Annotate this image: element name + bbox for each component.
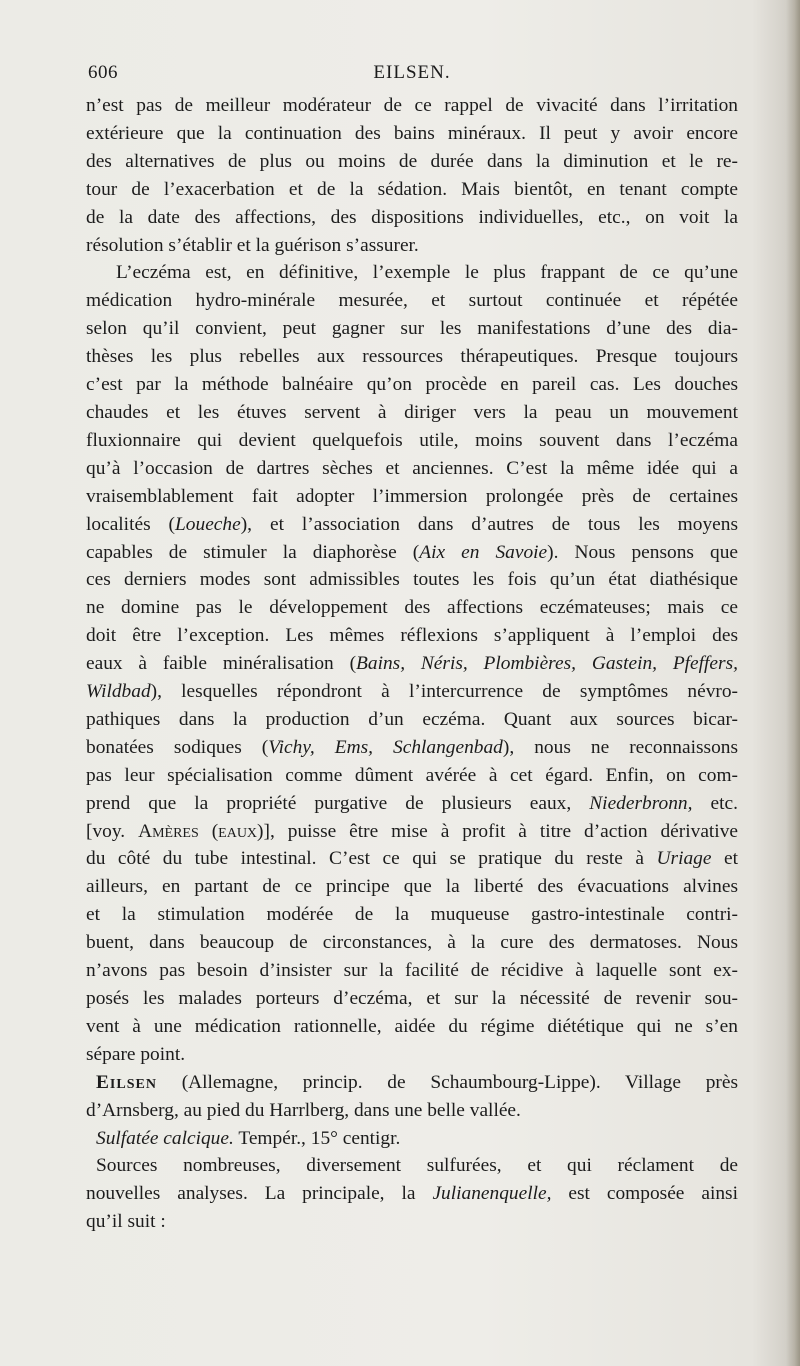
- text-line: [voy. Amères (eaux)], puisse être mise à profit à titre d’action dérivative: [86, 820, 738, 842]
- text-line: ne domine pas le développement des affections eczémateuses; mais ce: [86, 597, 738, 619]
- page-edge-shadow: [786, 0, 800, 1366]
- text-line: pathiques dans la production d’un eczéma. Quant aux sources bicar-: [86, 708, 738, 730]
- text-line: sépare point.: [86, 1043, 186, 1065]
- text-line: ailleurs, en partant de ce principe que la liberté des évacuations alvines: [86, 876, 738, 898]
- text-line: d’Arnsberg, au pied du Harrlberg, dans une belle vallée.: [86, 1099, 521, 1121]
- text-line: localités (Loueche), et l’association dans d’autres de tous les moyens: [86, 513, 738, 535]
- text-line: du côté du tube intestinal. C’est ce qui se pratique du reste à Uriage et: [86, 848, 738, 870]
- text-line: n’avons pas besoin d’insister sur la facilité de récidive à laquelle sont ex-: [86, 960, 738, 982]
- text-line: bonatées sodiques (Vichy, Ems, Schlangenbad), nous ne reconnaissons: [86, 736, 739, 758]
- text-line: capables de stimuler la diaphorèse (Aix en Savoie). Nous pensons que: [86, 541, 738, 563]
- text-line: de la date des affections, des dispositions individuelles, etc., on voit la: [86, 206, 738, 228]
- body-text: [86, 92, 738, 1236]
- text-line: prend que la propriété purgative de plusieurs eaux, Niederbronn, etc.: [86, 792, 738, 814]
- text-line: fluxionnaire qui devient quelquefois utile, moins souvent dans l’eczéma: [86, 429, 738, 451]
- page-number: 606: [88, 62, 118, 83]
- text-line: Sources nombreuses, diversement sulfurées, et qui réclament de: [96, 1155, 738, 1177]
- text-line: médication hydro-minérale mesurée, et surtout continuée et répétée: [86, 290, 738, 312]
- text-line: des alternatives de plus ou moins de durée dans la diminution et le re-: [86, 150, 738, 172]
- text-line: L’eczéma est, en définitive, l’exemple le plus frappant de ce qu’une: [116, 262, 738, 284]
- entry-headword: Eilsen: [96, 1071, 157, 1093]
- text-line: vent à une médication rationnelle, aidée du régime diététique qui ne s’en: [86, 1015, 738, 1037]
- text-line: doit être l’exception. Les mêmes réflexions s’appliquent à l’emploi des: [86, 625, 738, 647]
- text-line: buent, dans beaucoup de circonstances, à la cure des dermatoses. Nous: [86, 932, 738, 954]
- text-line: Sulfatée calcique. Tempér., 15° centigr.: [96, 1127, 401, 1149]
- text-line: qu’il suit :: [86, 1211, 166, 1233]
- text-line: vraisemblablement fait adopter l’immersion prolongée près de certaines: [86, 485, 738, 507]
- text-line: qu’à l’occasion de dartres sèches et anciennes. C’est la même idée qui a: [86, 457, 738, 479]
- text-line: extérieure que la continuation des bains minéraux. Il peut y avoir encore: [86, 122, 738, 144]
- text-line: nouvelles analyses. La principale, la Julianenquelle, est composée ainsi: [86, 1183, 738, 1205]
- text-line: chaudes et les étuves servent à diriger vers la peau un mouvement: [86, 401, 738, 423]
- page-header: [88, 62, 736, 88]
- text-line: Eilsen (Allemagne, princip. de Schaumbourg-Lippe). Village près: [96, 1071, 738, 1093]
- text-line: n’est pas de meilleur modérateur de ce rappel de vivacité dans l’irritation: [86, 95, 738, 116]
- text-line: et la stimulation modérée de la muqueuse gastro-intestinale contri-: [86, 904, 738, 926]
- text-line: posés les malades porteurs d’eczéma, et sur la nécessité de revenir sou-: [86, 988, 738, 1009]
- text-line: pas leur spécialisation comme dûment avérée à cet égard. Enfin, on com-: [86, 764, 738, 786]
- text-line: selon qu’il convient, peut gagner sur les manifestations d’une des dia-: [86, 318, 738, 340]
- text-line: résolution s’établir et la guérison s’assurer.: [86, 234, 419, 256]
- text-line: tour de l’exacerbation et de la sédation. Mais bientôt, en tenant compte: [86, 178, 738, 200]
- text-line: eaux à faible minéralisation (Bains, Néris, Plombières, Gastein, Pfeffers,: [86, 653, 738, 675]
- text-line: c’est par la méthode balnéaire qu’on procède en pareil cas. Les douches: [86, 374, 738, 396]
- text-line: Wildbad), lesquelles répondront à l’intercurrence de symptômes névro-: [86, 681, 738, 703]
- text-line: ces derniers modes sont admissibles toutes les fois qu’un état diathésique: [86, 569, 738, 591]
- running-head: EILSEN.: [373, 62, 451, 83]
- text-line: thèses les plus rebelles aux ressources thérapeutiques. Presque toujours: [86, 346, 738, 368]
